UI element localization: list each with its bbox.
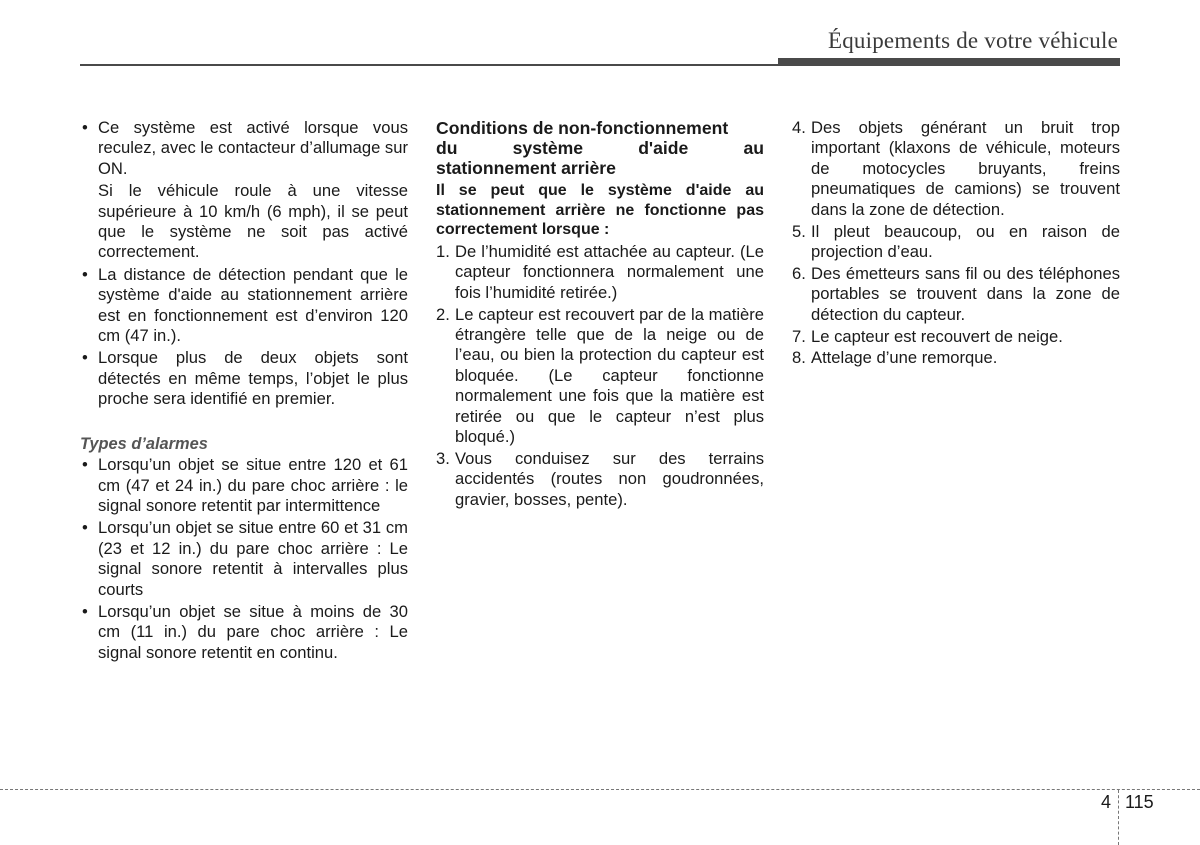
item-text: Le capteur est recouvert de neige. xyxy=(811,326,1063,346)
item-number: 8. xyxy=(792,348,806,368)
numbered-item xyxy=(436,449,764,510)
section-title-line xyxy=(436,138,764,158)
section-title-word: du xyxy=(436,138,458,158)
bullet-item xyxy=(80,518,408,600)
section-intro: Il se peut que le système d'aide au stationnement arrière ne fonctionne pas correctement lorsque : xyxy=(436,182,764,239)
item-number: 1. xyxy=(436,241,450,261)
numbered-item xyxy=(792,327,1120,347)
item-number: 4. xyxy=(792,118,806,137)
item-number: 2. xyxy=(436,304,450,324)
numbered-item xyxy=(436,305,764,448)
bullet-list-activation xyxy=(80,118,408,410)
bullet-item xyxy=(80,455,408,516)
header-rule xyxy=(80,64,780,66)
bullet-paragraph: • Lorsque plus de deux objets sont détectés en même temps, l’objet le plus proche sera identifié en premier. xyxy=(98,348,408,409)
column-middle xyxy=(436,118,764,512)
bullet-item xyxy=(80,348,408,409)
item-text: Vous conduisez sur des terrains accidentés (routes non goudronnées, gravier, bosses, pente). xyxy=(455,448,764,509)
numbered-item xyxy=(792,264,1120,325)
numbered-list-conditions-continued xyxy=(792,118,1120,369)
section-title-line xyxy=(436,158,764,178)
item-text: Des objets générant un bruit trop important (klaxons de véhicule, moteurs de motocycles bruyants, freins pneumatiques de camions) se trouvent dans la zone de détection. xyxy=(811,118,1120,219)
section-title-word: Conditions de non-fonctionnement xyxy=(436,118,729,138)
footer-dashed-rule xyxy=(0,789,1200,790)
numbered-item xyxy=(792,222,1120,263)
section-title-word: au xyxy=(743,138,764,158)
numbered-item xyxy=(792,348,1120,368)
header-rule-accent xyxy=(778,58,1120,66)
item-text: Il pleut beaucoup, ou en raison de projection d’eau. xyxy=(811,221,1120,261)
footer-dashed-divider xyxy=(1118,790,1119,845)
bullet-item xyxy=(80,265,408,347)
chapter-number: 4 xyxy=(1101,792,1112,812)
item-text: Le capteur est recouvert par de la matière étrangère telle que de la neige ou de l’eau, ou bien la protection du capteur est bloquée. (Le capteur fonctionne normalement une fois que la matière est retirée ou que le capteur n’est plus bloqué.) xyxy=(455,304,764,446)
section-title-word: système xyxy=(512,138,584,158)
bullet-text: • Lorsqu’un objet se situe à moins de 30 cm (11 in.) du pare choc arrière : Le signal sonore retentit en continu. xyxy=(98,601,408,662)
item-text: Des émetteurs sans fil ou des téléphones portables se trouvent dans la zone de détection du capteur. xyxy=(811,263,1120,324)
column-left xyxy=(80,118,408,665)
bullet-paragraph: • Ce système est activé lorsque vous reculez, avec le contacteur d’allumage sur ON. xyxy=(98,118,408,178)
bullet-item xyxy=(80,118,408,263)
section-title-word: d'aide xyxy=(638,138,689,158)
bullet-list-alarms xyxy=(80,455,408,663)
section-title-word: stationnement arrière xyxy=(436,158,616,178)
section-title-line xyxy=(436,118,764,138)
bullet-text: • Lorsqu’un objet se situe entre 60 et 31 cm (23 et 12 in.) du pare choc arrière : Le signal sonore retentit à intervalles plus courts xyxy=(98,518,408,599)
numbered-item xyxy=(436,242,764,303)
numbered-list-conditions xyxy=(436,242,764,510)
item-text: Attelage d’une remorque. xyxy=(811,348,998,368)
item-number: 7. xyxy=(792,326,806,346)
section-title xyxy=(436,118,764,178)
item-text: De l’humidité est attachée au capteur. (Le capteur fonctionnera normalement une fois l’humidité retirée.) xyxy=(455,241,764,302)
item-number: 3. xyxy=(436,448,450,468)
bullet-text: • Lorsqu’un objet se situe entre 120 et 61 cm (47 et 24 in.) du pare choc arrière : le signal sonore retentit par intermittence xyxy=(98,455,408,515)
page-number: 115 xyxy=(1125,792,1154,812)
bullet-paragraph: • La distance de détection pendant que le système d'aide au stationnement arrière est en fonctionnement est d’environ 120 cm (47 in.). xyxy=(98,264,408,346)
item-number: 5. xyxy=(792,221,806,241)
item-number: 6. xyxy=(792,263,806,283)
numbered-item xyxy=(792,118,1120,220)
bullet-paragraph: Si le véhicule roule à une vitesse supérieure à 10 km/h (6 mph), il se peut que le système ne soit pas activé correctement. xyxy=(98,181,408,262)
bullet-item xyxy=(80,602,408,663)
page-header-title: Équipements de votre véhicule xyxy=(827,28,1118,53)
column-right xyxy=(792,118,1120,370)
subheading-alarm-types: Types d’alarmes xyxy=(80,434,208,453)
